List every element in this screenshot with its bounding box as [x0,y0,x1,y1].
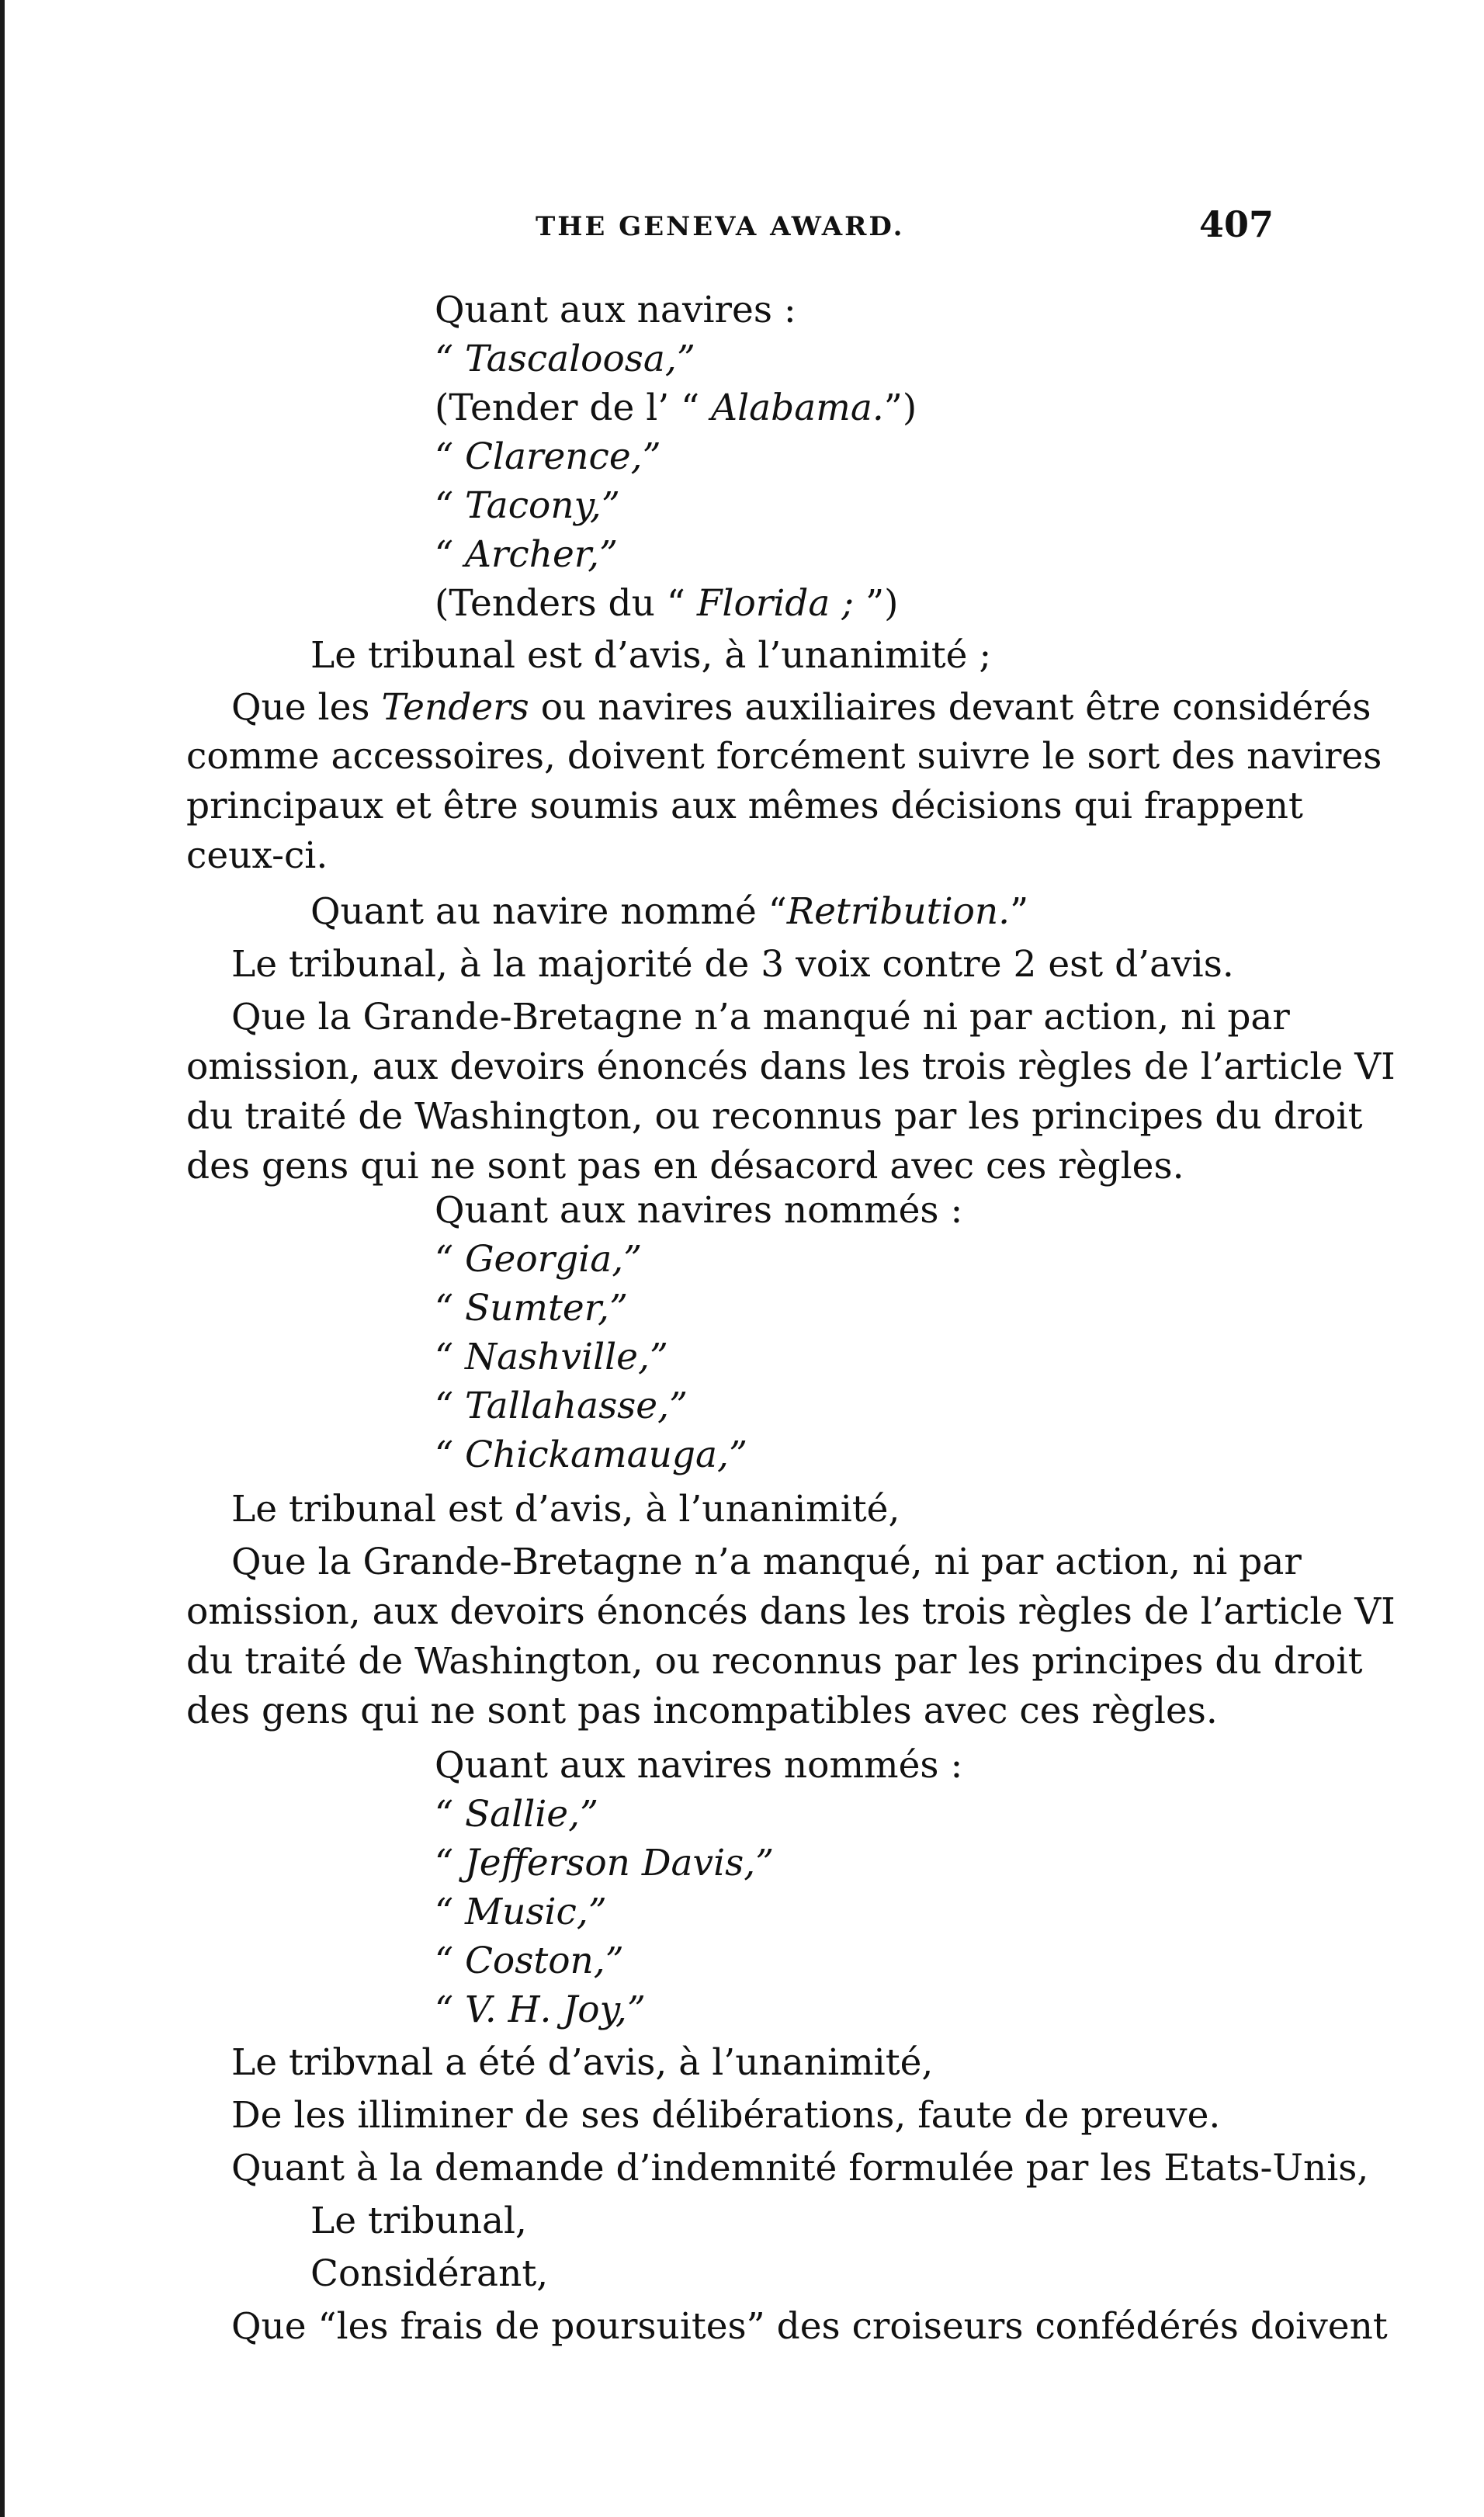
paragraph-line: des gens qui ne sont pas incompatibles avec ces règles. [186,1690,1218,1732]
verdict-line: Le tribunal, à la majorité de 3 voix contre 2 est d’avis. [231,943,1234,986]
paragraph-line: De les illiminer de ses délibérations, faute de preuve. [231,2094,1221,2137]
ship-name: Retribution. [786,890,1011,933]
verdict-line: Le tribunal est d’avis, à l’unanimité, [231,1488,900,1531]
text-span: ou navires auxiliaires devant être considérés [529,686,1371,729]
ship-name: “ Music,” [435,1891,607,1933]
paragraph-line: des gens qui ne sont pas en désacord avec ces règles. [186,1145,1184,1187]
text-span: (Tenders du “ [435,582,697,625]
paragraph-line [231,685,1371,731]
ship-name: “ Tallahasse,” [435,1385,688,1427]
running-header: THE GENEVA AWARD. [536,211,905,242]
ships-heading-1: Quant aux navires : [435,289,796,331]
paragraph-line: comme accessoires, doivent forcément suivre le sort des navires [186,735,1382,778]
ship-name: “ Coston,” [435,1940,624,1982]
paragraph-line: omission, aux devoirs énoncés dans les trois règles de l’article VI [186,1590,1396,1633]
ship-name: “ Georgia,” [435,1238,643,1281]
verdict-line: Le tribvnal a été d’avis, à l’unanimité, [231,2041,934,2084]
text-span: ”) [854,582,899,625]
italic-term: Tenders [381,686,529,729]
ship-name: “ Sallie,” [435,1793,599,1836]
ship-name: Alabama. [711,387,884,429]
text-span: Que les [231,686,382,729]
ships-heading-2: Quant aux navires nommés : [435,1189,963,1232]
ships-heading-3: Quant aux navires nommés : [435,1744,963,1787]
ship-name: “ V. H. Joy,” [435,1988,646,2031]
paragraph-line: Que la Grande-Bretagne n’a manqué ni par action, ni par [231,996,1290,1038]
ship-name: Florida ; [696,582,855,625]
paragraph-line: Considérant, [310,2252,549,2295]
paragraph-line: du traité de Washington, ou reconnus par les principes du droit [186,1640,1363,1683]
page-number: 407 [1199,203,1274,245]
ship-name: “ Sumter,” [435,1287,628,1330]
ship-name: “ Tascaloosa,” [435,338,695,380]
paragraph-line: principaux et être soumis aux mêmes décisions qui frappent [186,785,1303,827]
paragraph-line: Quant à la demande d’indemnité formulée par les Etats-Unis, [231,2147,1369,2189]
ship-heading-retribution [310,889,1028,935]
paragraph-line: Que la Grande-Bretagne n’a manqué, ni par action, ni par [231,1541,1302,1583]
tender-note-alabama [435,385,917,432]
ship-name: “ Clarence,” [435,435,661,478]
text-span: ”) [883,387,917,429]
paragraph-line: Que “les frais de poursuites” des croiseurs confédérés doivent [231,2305,1388,2348]
paragraph-line: Le tribunal, [310,2200,527,2242]
paragraph-line: omission, aux devoirs énoncés dans les trois règles de l’article VI [186,1045,1396,1088]
text-span: ” [1010,890,1029,933]
ship-name: “ Archer,” [435,533,619,576]
ship-name: “ Chickamauga,” [435,1434,747,1476]
paragraph-line: du traité de Washington, ou reconnus par les principes du droit [186,1095,1363,1138]
tender-note-florida [435,581,898,627]
text-span: Quant au navire nommé “ [310,890,787,933]
paragraph-line: ceux-ci. [186,834,328,877]
ship-name: “ Tacony,” [435,484,620,527]
verdict-line: Le tribunal est d’avis, à l’unanimité ; [310,634,992,677]
binding-edge [0,0,5,2517]
ship-name: “ Nashville,” [435,1336,668,1378]
text-span: (Tender de l’ “ [435,387,712,429]
ship-name: “ Jefferson Davis,” [435,1842,775,1884]
